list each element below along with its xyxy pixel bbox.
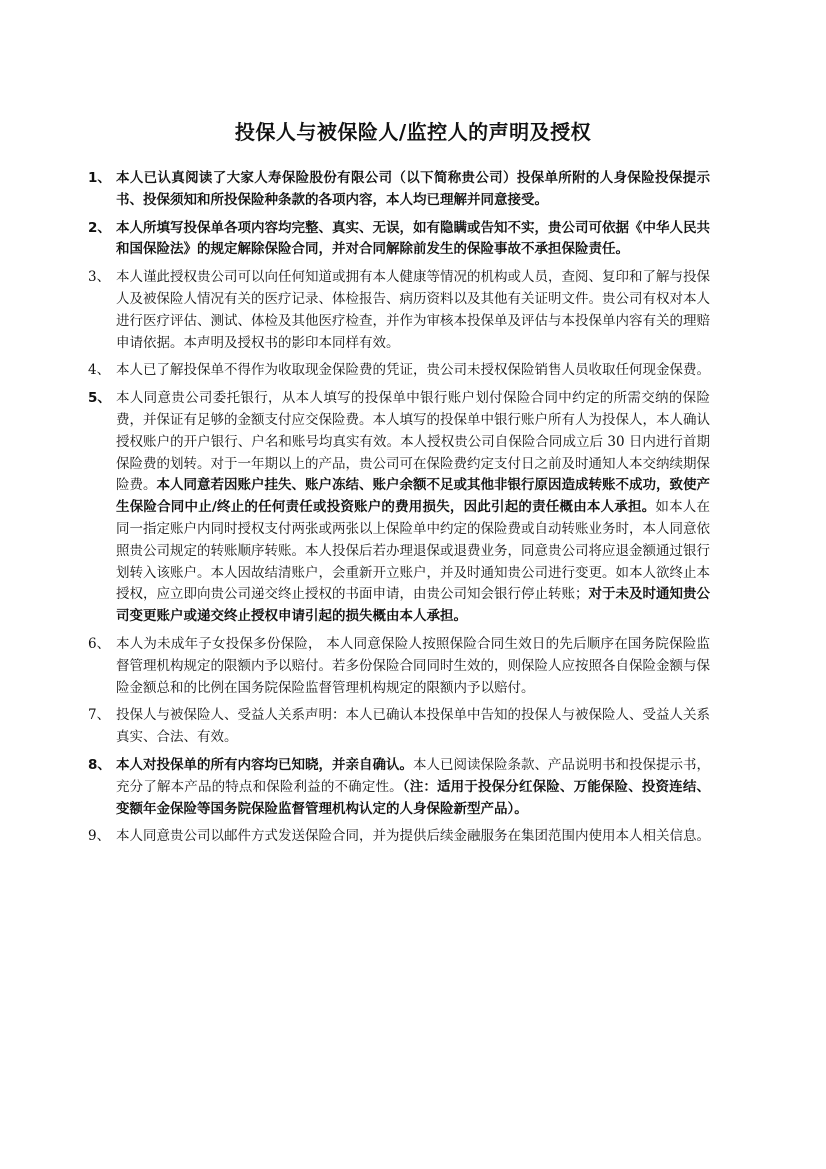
clause-number: 9、 bbox=[88, 828, 111, 845]
clause-text-bold-part: 对于未及时通知贵公司变更账户或递交终止授权申请引起的损失概由本人承担。 bbox=[116, 586, 710, 625]
clause-text: 本人已认真阅读了大家人寿保险股份有限公司（以下简称贵公司）投保单所附的人身保险投保提示书、投保须知和所投保险种条款的各项内容，本人均已理解并同意接受。 bbox=[116, 170, 710, 208]
clause-text-bold-part: 本人对投保单的所有内容均已知晓，并亲自确认。 bbox=[116, 756, 413, 773]
clause-text: 本人为未成年子女投保多份保险， 本人同意保险人按照保险合同生效日的先后顺序在国务院保险监督管理机构规定的限额内予以赔付。若多份保险合同同时生效的，则保险人应按照各自保险金额与保险金额总和的比例在国务院保险监督管理机构规定的限额内予以赔付。 bbox=[116, 635, 710, 696]
clause-5 bbox=[88, 388, 710, 628]
clause-number: 4、 bbox=[88, 362, 111, 379]
clause-text: 本人同意贵公司以邮件方式发送保险合同，并为提供后续金融服务在集团范围内使用本人相关信息。 bbox=[116, 828, 710, 845]
clause-number: 1、 bbox=[88, 170, 111, 186]
clause-4 bbox=[88, 360, 710, 382]
clause-2 bbox=[88, 218, 710, 262]
clause-number: 8、 bbox=[88, 756, 111, 773]
clause-text: 投保人与被保险人、受益人关系声明：本人已确认本投保单中告知的投保人与被保险人、受益人关系真实、合法、有效。 bbox=[116, 707, 710, 746]
clause-6 bbox=[88, 634, 710, 699]
clause-8 bbox=[88, 755, 710, 820]
clause-text-part: 本人已阅读保险条款、产品说明书和投保提示书，充分了解本产品的特点和保险利益的不确定性。 bbox=[116, 756, 710, 795]
clause-text-bold-part: （注：适用于投保分红保险、万能保险、投资连结、变额年金保险等国务院保险监督管理机构认定的人身保险新型产品）。 bbox=[116, 778, 710, 817]
clause-9 bbox=[88, 826, 710, 848]
clause-3 bbox=[88, 267, 710, 354]
clause-1 bbox=[88, 168, 710, 212]
clause-text-bold-part: 本人同意若因账户挂失、账户冻结、账户余额不足或其他非银行原因造成转账不成功，致使产生保险合同中止/终止的任何责任或投资账户的费用损失，因此引起的责任概由本人承担。 bbox=[116, 477, 710, 516]
clause-text: 本人已了解投保单不得作为收取现金保险费的凭证，贵公司未授权保险销售人员收取任何现金保费。 bbox=[116, 362, 710, 379]
clause-7 bbox=[88, 705, 710, 749]
clause-text: 本人所填写投保单各项内容均完整、真实、无误，如有隐瞒或告知不实，贵公司可依据《中华人民共和国保险法》的规定解除保险合同，并对合同解除前发生的保险事故不承担保险责任。 bbox=[116, 219, 710, 258]
clause-number: 3、 bbox=[88, 269, 111, 286]
clause-text-part: 如本人在同一指定账户内同时授权支付两张或两张以上保险单中约定的保险费或自动转账业务时，本人同意依照贵公司规定的转账顺序转账。本人投保后若办理退保或退费业务，同意贵公司将应退金额通过银行划转入该账户。本人因故结清账户，会重新开立账户，并及时通知贵公司进行变更。如本人欲终止本授权，应立即向贵公司递交终止授权的书面申请，由贵公司知会银行停止转账； bbox=[116, 499, 711, 603]
clause-text-part: 本人同意贵公司委托银行，从本人填写的投保单中银行账户划付保险合同中约定的所需交纳的保险费，并保证有足够的金额支付应交保险费。本人填写的投保单中银行账户所有人为投保人，本人确认授权账户的开户银行、户名和账号均真实有效。本人授权贵公司自保险合同成立后 30 日内进行首期保险费的划转。对于一年期以上的产品，贵公司可在保险费约定支付日之前及时通知人本交纳续期保险费。 bbox=[116, 390, 710, 494]
clause-text: 本人谨此授权贵公司可以向任何知道或拥有本人健康等情况的机构或人员，查阅、复印和了解与投保人及被保险人情况有关的医疗记录、体检报告、病历资料以及其他有关证明文件。贵公司有权对本人进行医疗评估、测试、体检及其他医疗检查，并作为审核本投保单及评估与本投保单内容有关的理赔申请依据。本声明及授权书的影印本同样有效。 bbox=[116, 269, 710, 351]
declaration-clauses bbox=[88, 168, 710, 854]
clause-number: 6、 bbox=[88, 635, 111, 652]
clause-number: 7、 bbox=[88, 707, 111, 724]
document-title: 投保人与被保险人/监控人的声明及授权 bbox=[234, 120, 592, 144]
clause-number: 2、 bbox=[88, 219, 111, 236]
clause-number: 5、 bbox=[88, 390, 111, 407]
